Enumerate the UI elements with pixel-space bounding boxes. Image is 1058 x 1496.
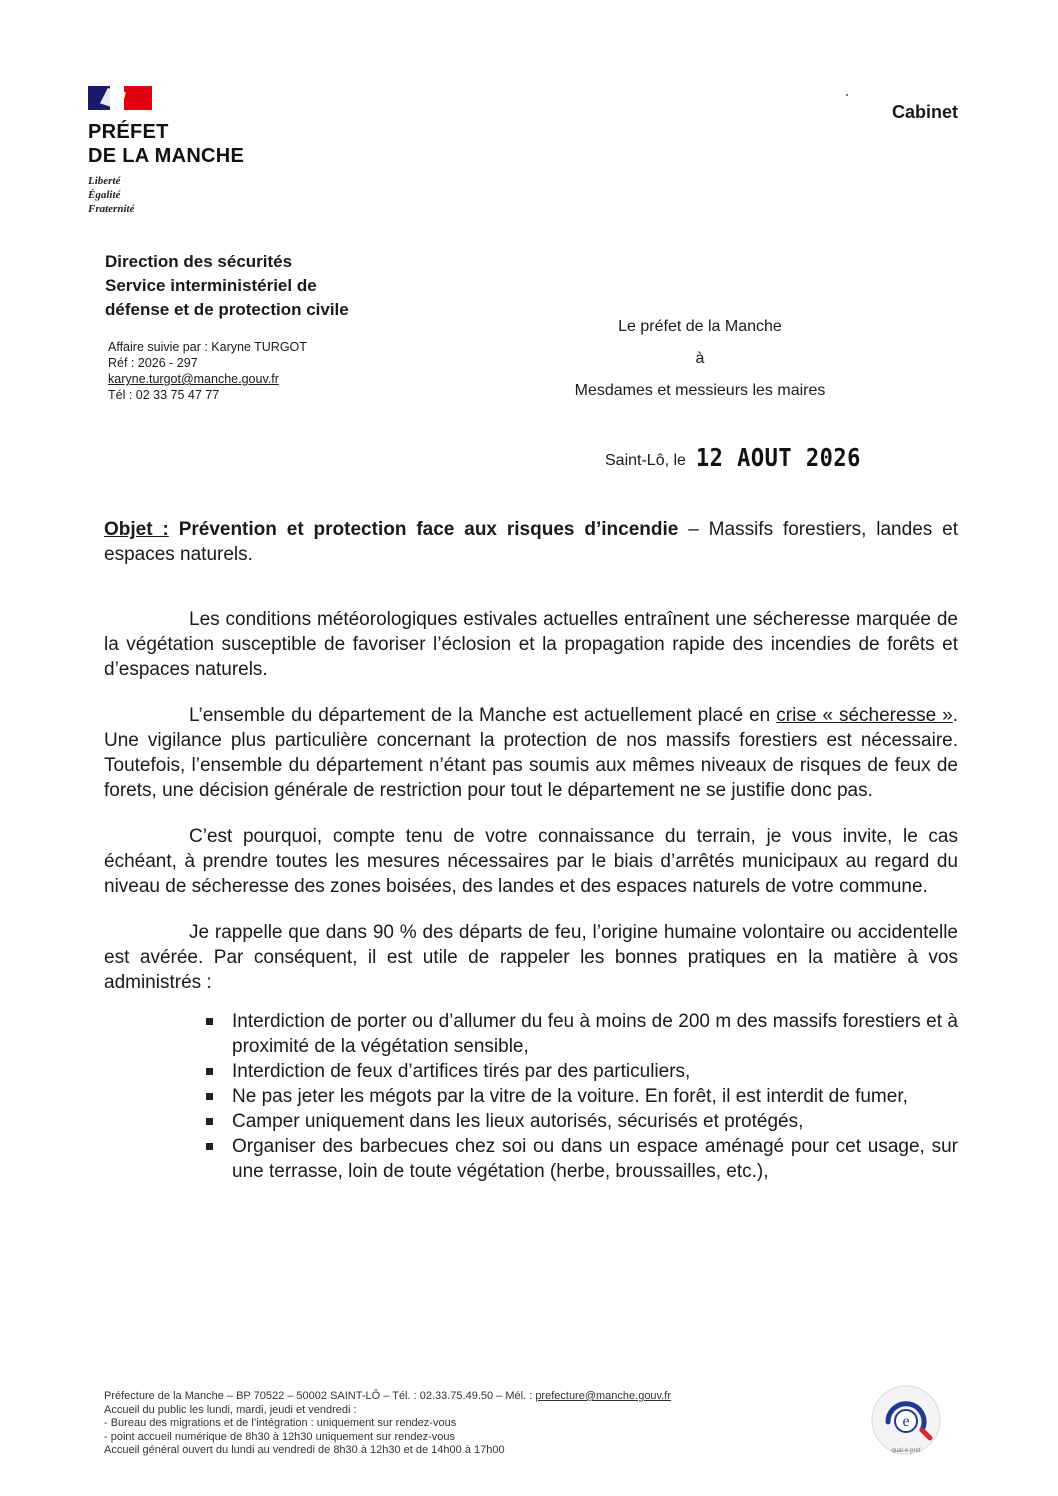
bullet-icon — [206, 1143, 213, 1150]
service-label: Cabinet — [891, 102, 958, 122]
objet-line — [104, 517, 958, 567]
to-word: à — [695, 350, 705, 367]
list-item: Interdiction de porter ou d’allumer du feu à moins de 200 m des massifs forestiers et à proximité de la végétation sensible, — [232, 1009, 958, 1059]
direction-line: défense et de protection civile — [105, 300, 349, 319]
contact-phone: Tél : 02 33 75 47 77 — [108, 388, 220, 402]
bullet-icon — [206, 1118, 213, 1125]
prefecture-name: PRÉFET DE LA MANCHE — [88, 121, 245, 167]
direction-line: Direction des sécurités — [105, 252, 293, 271]
footer: Préfecture de la Manche – BP 70522 – 50002 SAINT-LÔ – Tél. : 02.33.75.49.50 – Mél. : prefecture@manche.gouv.fr Accueil du public les lundi, mardi, jeudi et vendredi : - Bureau des migrations et de l’intégration : uniquement sur rendez-vous - point accueil numérique de 8h30 à 12h30 uniquement sur rendez-vous Accueil général ouvert du lundi au vendredi de 8h30 à 12h30 et de 14h00 à 17h00 — [104, 1390, 672, 1456]
objet-label: Objet : — [104, 519, 169, 540]
list-item: Ne pas jeter les mégots par la vitre de la voiture. En forêt, il est interdit de fumer, — [232, 1084, 958, 1109]
sender: Le préfet de la Manche — [618, 318, 782, 335]
objet-subject: Prévention et protection face aux risques d’incendie — [178, 519, 679, 540]
prefecture-logo — [88, 84, 244, 216]
qualipref-badge-icon — [866, 1382, 946, 1462]
paragraph: Les conditions météorologiques estivales actuelles entraînent une sécheresse marquée de la végétation susceptible de favoriser l’éclosion et la propagation rapide des incendies de forêts et d’espaces naturels. — [104, 609, 958, 680]
crise-secheresse: crise « sécheresse » — [776, 705, 953, 726]
direction-block — [105, 250, 349, 322]
list-item: Camper uniquement dans les lieux autorisés, sécurisés et protégés, — [232, 1109, 958, 1134]
paragraph: Je rappelle que dans 90 % des départs de feu, l’origine humaine volontaire ou accidentelle est avérée. Par conséquent, il est utile de rappeler les bonnes pratiques en la matière à vos administrés : — [104, 922, 958, 993]
direction-line: Service interministériel de — [105, 276, 317, 295]
svg-text:qual-e-pref: qual-e-pref — [891, 1448, 921, 1454]
paragraph: L’ensemble du département de la Manche est actuellement placé en crise « sécheresse ». Une vigilance plus particulière concernant la protection de nos massifs forestiers est nécessaire. Toutefois, l’ensemble du département n’étant pas soumis aux mêmes niveaux de risques de feux de forets, une décision générale de restriction pour tout le département ne se justifie donc pas. — [104, 705, 959, 801]
list-item: Interdiction de feux d’artifices tirés par des particuliers, — [232, 1059, 958, 1084]
addressee: Mesdames et messieurs les maires — [574, 382, 826, 399]
reference: Réf : 2026 - 297 — [108, 356, 198, 370]
scan-speck — [846, 94, 848, 96]
republic-motto: Liberté Égalité Fraternité — [88, 175, 135, 215]
date-stamp: 12 AOUT 2026 — [695, 444, 861, 473]
recipient-block — [530, 318, 870, 430]
date-place: Saint-Lô, le — [605, 452, 686, 469]
contact-email-link[interactable]: karyne.turgot@manche.gouv.fr — [108, 372, 279, 386]
svg-text:e: e — [902, 1413, 910, 1430]
bullet-icon — [206, 1093, 213, 1100]
affaire-suivie: Affaire suivie par : Karyne TURGOT — [108, 340, 307, 354]
rules-list — [104, 1009, 958, 1184]
contact-block — [108, 339, 307, 403]
footer-email-link[interactable]: prefecture@manche.gouv.fr — [535, 1390, 672, 1402]
objet-rest: – Massifs forestiers, landes et espaces naturels. — [104, 519, 958, 565]
list-item: Organiser des barbecues chez soi ou dans un espace aménagé pour cet usage, sur une terrasse, loin de toute végétation (herbe, broussailles, etc.), — [232, 1134, 958, 1184]
letter-body — [104, 517, 958, 1184]
paragraph: C’est pourquoi, compte tenu de votre connaissance du terrain, je vous invite, le cas échéant, à prendre toutes les mesures nécessaires par le biais d’arrêtés municipaux au regard du niveau de sécheresse des zones boisées, des landes et des espaces naturels de votre commune. — [104, 826, 958, 897]
bullet-icon — [206, 1018, 213, 1025]
marianne-flag-icon — [88, 84, 154, 114]
date-line — [605, 446, 861, 471]
bullet-icon — [206, 1068, 213, 1075]
